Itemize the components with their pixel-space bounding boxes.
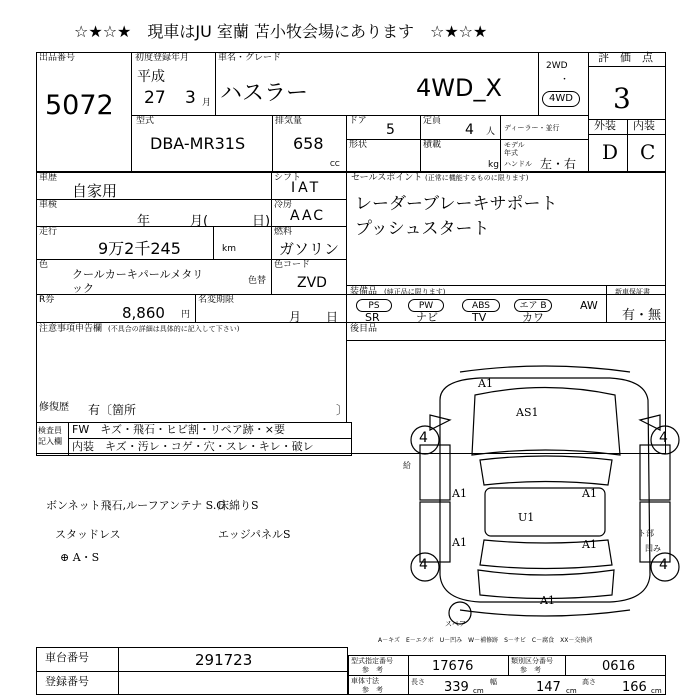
sales-point-2: プッシュスタート [355,219,490,239]
inspector-row-1: FW キズ・飛石・ヒビ割・リペア跡・×要 [72,423,285,436]
handle-value: 左・右 [540,157,577,171]
model-year-label1: モデル [504,141,525,149]
equip-airbag: エア B [514,299,552,312]
load-unit: kg [488,160,499,170]
displacement-value: 658 [293,134,324,153]
inspection-label: 車検 [39,200,58,210]
tire-fr: 4 [659,430,668,446]
color-value-1: クールカーキパールメタリ [72,268,204,281]
drive-dot: ・ [560,75,570,85]
int-label: 内装 [633,119,655,132]
dims-width-label: 幅 [490,678,497,686]
reg-era: 平成 [137,69,165,85]
color-swap-label: 色替 [248,276,267,286]
designation-value: 17676 [432,659,474,674]
inspector-row-2: 内装 キズ・汚レ・コゲ・穴・スレ・キレ・破レ [72,440,314,453]
mileage-unit: km [222,244,236,254]
drive-4wd-circled: 4WD [542,91,580,107]
chassis-label: 車台番号 [45,651,89,664]
dims-height-unit: cm [651,687,662,695]
dims-length: 339 [444,680,469,695]
rating-label: 評 価 点 [598,51,653,64]
color-label: 色 [39,260,49,270]
dmg-left-front: A1 [452,487,467,500]
title-deadline-month: 月 [289,310,302,324]
dims-width-unit: cm [566,687,577,695]
dims-label: 車体寸法 [351,677,379,685]
equip-abs: ABS [462,299,500,312]
equipment-note: (純正品に限ります) [384,288,446,296]
displacement-label: 排気量 [275,116,303,126]
dmg-rear-right: A1 [582,538,597,551]
recycle-unit: 円 [181,310,191,320]
car-damage-diagram [400,360,690,625]
equip-sr: SR [365,311,380,324]
reg-month-unit: 月 [202,98,212,108]
dmg-bonnet: AS1 [516,406,539,419]
capacity-value: 4 [465,122,474,138]
equipment-label: 装備品 [350,287,378,297]
car-name: ハスラー [220,81,309,106]
car-grade: 4WD_X [416,74,502,102]
mileage-label: 走行 [39,227,58,237]
hw-note-4: 床綿りS [218,499,259,512]
equip-pw: PW [408,299,444,312]
warranty-value: 有・無 [622,308,662,323]
lot-number: 5072 [45,90,114,121]
color-code-label: 色コード [274,260,311,270]
hw-note-2: スタッドレス [55,528,121,541]
title-deadline-label: 名変期限 [198,295,235,305]
ac-label: 冷房 [274,200,293,210]
capacity-label: 定員 [423,116,442,126]
banner: ☆★☆★ 現車はJU 室蘭 苫小牧会場にあります ☆★☆★ [74,22,488,41]
tire-rr: 4 [659,557,668,573]
doors-label: ドア [349,116,367,126]
equip-tv: TV [472,311,487,324]
dims-length-label: 長さ [411,678,425,686]
equip-aw: AW [580,299,598,312]
category-label: 類別区分番号 [511,657,553,665]
designation-label: 型式指定番号 [351,657,393,665]
lot-label: 出品番号 [39,53,76,63]
history-value: 自家用 [72,182,118,200]
shift-label: シフト [274,173,302,183]
inspection-month: 月( [190,214,209,229]
hw-note-3: ⊕ A・S [60,551,100,564]
back-seat-label: 後目品 [350,324,378,334]
dmg-hook: 給 [403,461,411,470]
repair-label: 修復歴 [39,402,69,413]
fuel-value: ガソリン [279,240,340,258]
color-value-2: ック [72,282,94,295]
dims-height-label: 高さ [582,678,596,686]
history-label: 車歴 [39,173,58,183]
sales-points-note: (正常に機能するものに限ります) [425,174,529,182]
displacement-unit: CC [330,160,340,168]
int-grade: C [640,140,656,164]
dims-height: 166 [622,680,647,695]
dmg-right-front: A1 [582,487,597,500]
damage-legend: A－キズ E－エクボ U－凹み W－補修跡 S－サビ C－腐食 XX－交換済 [378,637,593,644]
dmg-rear: A1 [540,594,555,607]
category-sub: 参 考 [520,666,541,674]
model-year-label2: 年式 [504,149,518,157]
dealer-label: ディーラー・並行 [504,124,560,132]
designation-sub: 参 考 [362,666,383,674]
dims-length-unit: cm [473,687,484,695]
mileage-value: 9万2千245 [98,239,181,258]
reg-year: 27 [144,88,166,108]
capacity-unit: 人 [486,127,496,137]
inspector-label-1: 検査員 [38,426,62,435]
dmg-right-note-2: 凹み [645,544,661,553]
fuel-label: 燃料 [274,227,293,237]
dims-sub: 参 考 [362,686,383,694]
sales-point-1: レーダーブレーキサポート [355,194,558,214]
inspection-day: 日) [252,214,271,229]
dmg-front: A1 [478,377,493,390]
reg-month: 3 [185,88,196,108]
ext-grade: D [602,140,619,164]
spare-label: スペア [445,620,466,628]
model-label: 型式 [136,116,155,126]
inspection-year: 年 [137,214,151,229]
ac-value: AAC [290,208,326,224]
shift-value: IAT [291,180,322,196]
dims-width: 147 [536,680,561,695]
tire-rl: 4 [419,557,428,573]
repair-value: 有〔箇所 [88,403,137,417]
ext-label: 外装 [594,119,616,132]
rating-score: 3 [613,82,631,115]
recycle-value: 8,860 [122,304,165,322]
equip-leather: カワ [522,311,544,324]
dmg-rear-left: A1 [452,536,467,549]
dmg-roof: U1 [518,511,535,524]
color-code: ZVD [297,275,327,291]
dmg-right-note-1: ト部 [638,529,654,538]
chassis-value: 291723 [195,651,253,669]
car-label: 車名・グレード [218,53,282,63]
shape-label: 形状 [349,140,368,150]
drive-2wd: 2WD [546,61,568,71]
repair-bracket: 〕 [336,403,349,417]
reg-label: 初度登録年月 [135,53,190,63]
recycle-label: R券 [39,295,55,305]
notes-label: 注意事項申告欄 [39,324,103,334]
doors-value: 5 [386,122,395,138]
registration-label: 登録番号 [45,675,89,688]
category-value: 0616 [602,659,636,674]
equip-navi: ナビ [416,311,438,324]
model-value: DBA-MR31S [150,134,246,153]
notes-note: (不具合の詳細は具体的に記入して下さい) [108,325,240,333]
sales-points-label: セールスポイント [351,173,423,183]
warranty-label: 新車保証書 [615,288,650,296]
inspector-label-2: 記入欄 [38,437,62,446]
title-deadline-day: 日 [326,310,339,324]
tire-fl: 4 [419,430,428,446]
hw-note-5: エッジパネルS [218,528,291,541]
hw-note-1: ボンネット飛石,ルーフアンテナ S.C [46,499,225,512]
load-label: 積載 [423,140,442,150]
equip-ps: PS [356,299,392,312]
handle-label: ハンドル [504,160,532,168]
